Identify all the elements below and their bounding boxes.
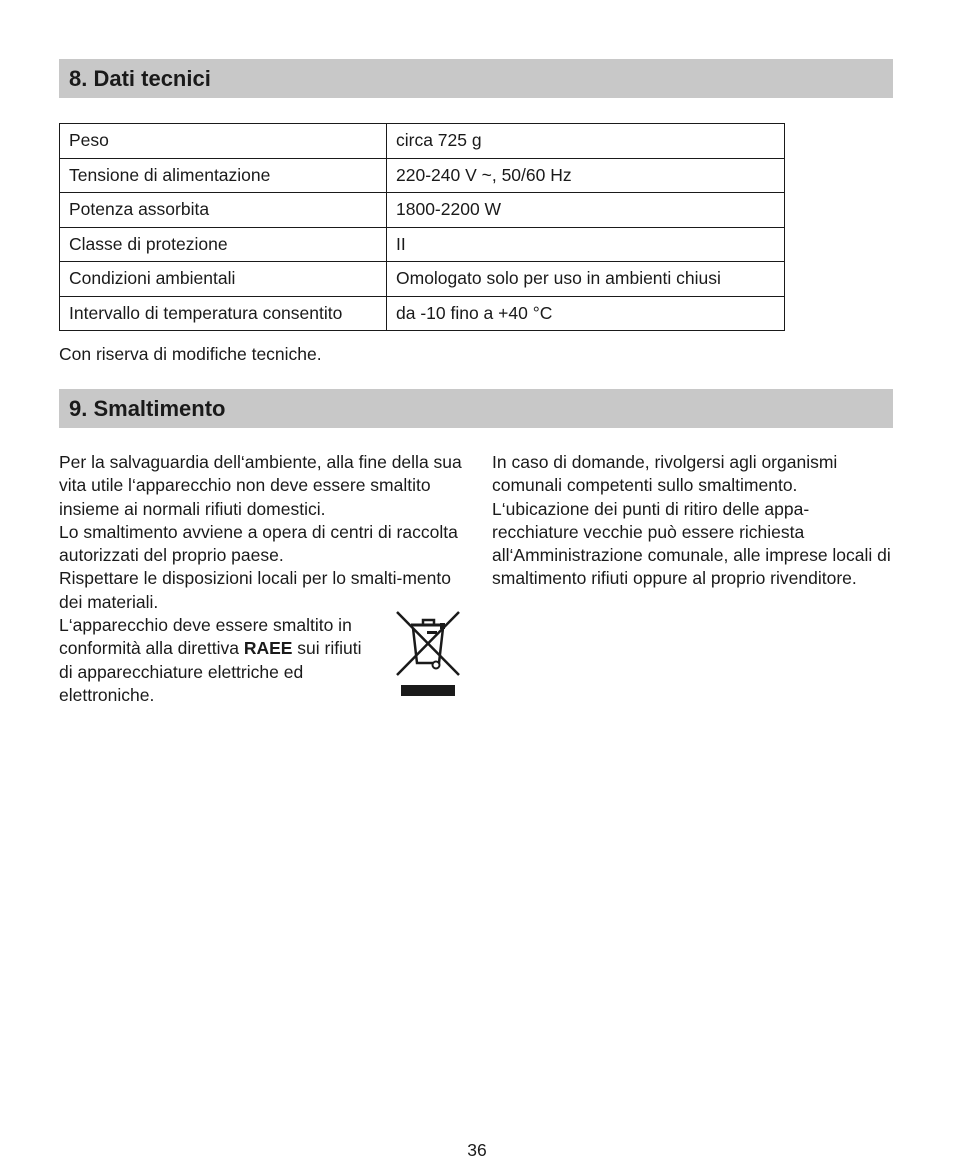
spec-label: Classe di protezione xyxy=(60,227,387,262)
table-row xyxy=(60,193,785,228)
disposal-paragraph-weee xyxy=(59,614,379,707)
spec-value: 1800-2200 W xyxy=(387,193,785,228)
spec-label: Tensione di alimentazione xyxy=(60,158,387,193)
spec-label: Potenza assorbita xyxy=(60,193,387,228)
spec-value: Omologato solo per uso in ambienti chiusi xyxy=(387,262,785,297)
table-row xyxy=(60,124,785,159)
disposal-paragraph: Per la salvaguardia dell‘ambiente, alla fine della sua vita utile l‘apparecchio non deve essere smaltito insieme ai normali rifiuti domestici. xyxy=(59,452,462,519)
table-row xyxy=(60,227,785,262)
section-9-title: 9. Smaltimento xyxy=(59,389,893,428)
table-row xyxy=(60,296,785,331)
disposal-paragraph: In caso di domande, rivolgersi agli organismi comunali competenti sullo smaltimento. xyxy=(492,452,838,496)
technical-changes-note: Con riserva di modifiche tecniche. xyxy=(59,344,322,364)
spec-value: 220-240 V ~, 50/60 Hz xyxy=(387,158,785,193)
spec-value: da -10 fino a +40 °C xyxy=(387,296,785,331)
spec-label: Intervallo di temperatura consentito xyxy=(60,296,387,331)
crossed-out-wheelie-bin-icon xyxy=(393,609,463,699)
weee-directive-name: RAEE xyxy=(243,638,293,659)
table-row xyxy=(60,262,785,297)
spec-label: Condizioni ambientali xyxy=(60,262,387,297)
spec-label: Peso xyxy=(60,124,387,159)
spec-value: II xyxy=(387,227,785,262)
disposal-right-column xyxy=(492,451,892,591)
page-number: 36 xyxy=(467,1140,487,1160)
disposal-paragraph: L‘ubicazione dei punti di ritiro delle appa-recchiature vecchie può essere richiesta all‘Amministrazione comunale, alle imprese locali di smaltimento rifiuti oppure al proprio rivenditore. xyxy=(492,498,891,589)
weee-text-before: L‘apparecchio deve essere smaltito in conformità alla direttiva xyxy=(59,615,352,659)
disposal-paragraph: Lo smaltimento avviene a opera di centri di raccolta autorizzati del proprio paese. xyxy=(59,521,458,566)
spec-value: circa 725 g xyxy=(387,124,785,159)
disposal-paragraph: Rispettare le disposizioni locali per lo smalti-mento dei materiali. xyxy=(59,568,451,612)
table-row xyxy=(60,158,785,193)
technical-data-table xyxy=(59,123,785,331)
section-8-title: 8. Dati tecnici xyxy=(59,59,893,98)
weee-text-after: sui rifiuti di apparecchiature elettriche ed elettroniche. xyxy=(59,638,362,705)
